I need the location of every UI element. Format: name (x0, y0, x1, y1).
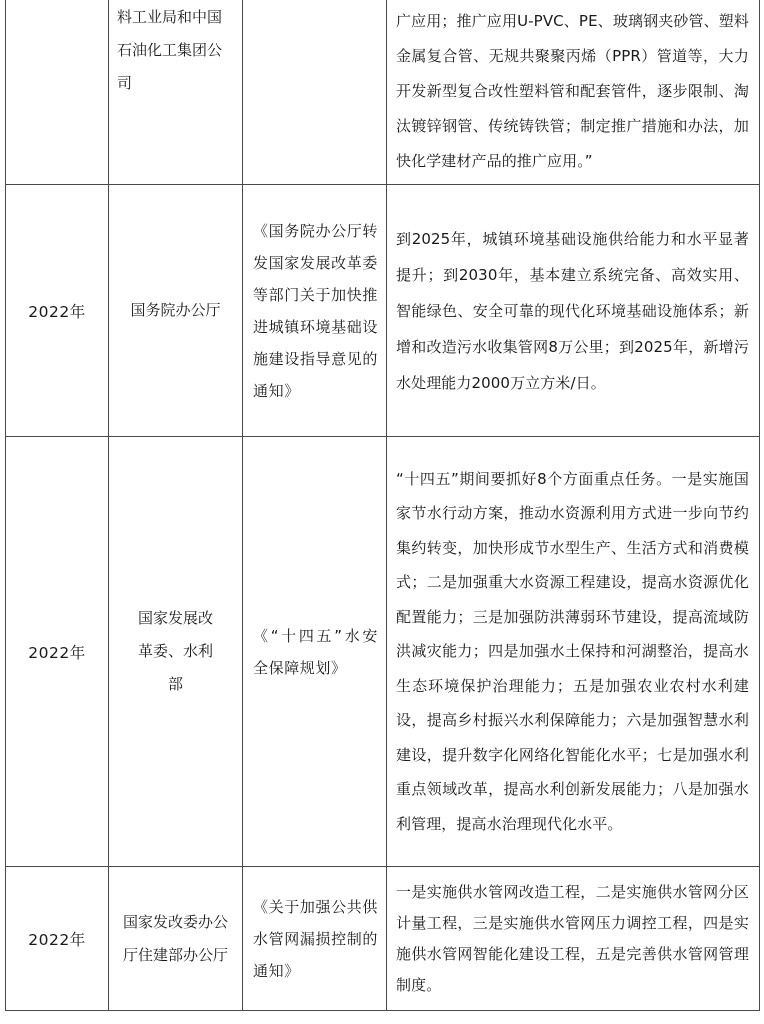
content-cell (387, 437, 760, 867)
table-row (6, 0, 760, 185)
content-text: “十四五”期间要抓好8个方面重点任务。一是实施国家节水行动方案，推动水资源利用方式进一步向节约集约转变，加快形成节水型生产、生活方式和消费模式；二是加强重大水资源工程建设，提高水资源优化配置能力；三是加强防洪薄弱环节建设，提高流域防洪减灾能力；四是加强水土保持和河湖整治，提高水生态环境保护治理能力；五是加强农业农村水利建设，提高乡村振兴水利保障能力；六是加强智慧水利建设，提升数字化网络化智能化水平；七是加强水利重点领域改革，提高水利创新发展能力；八是加强水利管理，提高水治理现代化水平。 (396, 469, 749, 833)
department-cell (109, 437, 243, 867)
policy-table (5, 0, 760, 1011)
department-text: 国务院办公厅 (130, 301, 221, 319)
department-cell (109, 0, 243, 185)
year-cell (6, 867, 109, 1011)
department-cell (109, 867, 243, 1011)
year-cell (6, 437, 109, 867)
content-text: 一是实施供水管网改造工程，二是实施供水管网分区计量工程，三是实施供水管网压力调控工程，四是实施供水管网智能化建设工程，五是完善供水管网管理制度。 (396, 882, 749, 994)
document-cell (243, 437, 387, 867)
content-cell (387, 867, 760, 1011)
content-text: 到2025年，城镇环境基础设施供给能力和水平显著提升；到2030年，基本建立系统完备、高效实用、智能绿色、安全可靠的现代化环境基础设施体系；新增和改造污水收集管网8万公里；到2025年，新增污水处理能力2000万立方米/日。 (396, 229, 749, 392)
department-cell (109, 185, 243, 437)
table-row (6, 437, 760, 867)
document-cell (243, 867, 387, 1011)
year-text: 2022年 (28, 643, 86, 662)
document-cell (243, 185, 387, 437)
department-text: 料工业局和中国石油化工集团公司 (117, 8, 223, 92)
table-row (6, 867, 760, 1011)
document-text: 《“十四五”水安全保障规划》 (253, 626, 378, 677)
year-text: 2022年 (28, 930, 86, 949)
year-cell (6, 0, 109, 185)
document-text: 《关于加强公共供水管网漏损控制的通知》 (253, 897, 378, 980)
year-text: 2022年 (28, 302, 86, 321)
department-text: 国家发改委办公厅住建部办公厅 (122, 912, 228, 964)
table-row (6, 185, 760, 437)
content-text: 广应用；推广应用U-PVC、PE、玻璃钢夹砂管、塑料金属复合管、无规共聚聚丙烯（PPR）管道等，大力开发新型复合改性塑料管和配套管件，逐步限制、淘汰镀锌钢管、传统铸铁管；制定推广措施和办法，加快化学建材产品的推广应用。” (396, 12, 749, 170)
document-text: 《国务院办公厅转发国家发展改革委等部门关于加快推进城镇环境基础设施建设指导意见的通知》 (253, 221, 378, 400)
content-cell (387, 185, 760, 437)
department-text: 国家发展改革委、水利部 (137, 609, 213, 693)
year-cell (6, 185, 109, 437)
document-cell (243, 0, 387, 185)
content-cell (387, 0, 760, 185)
